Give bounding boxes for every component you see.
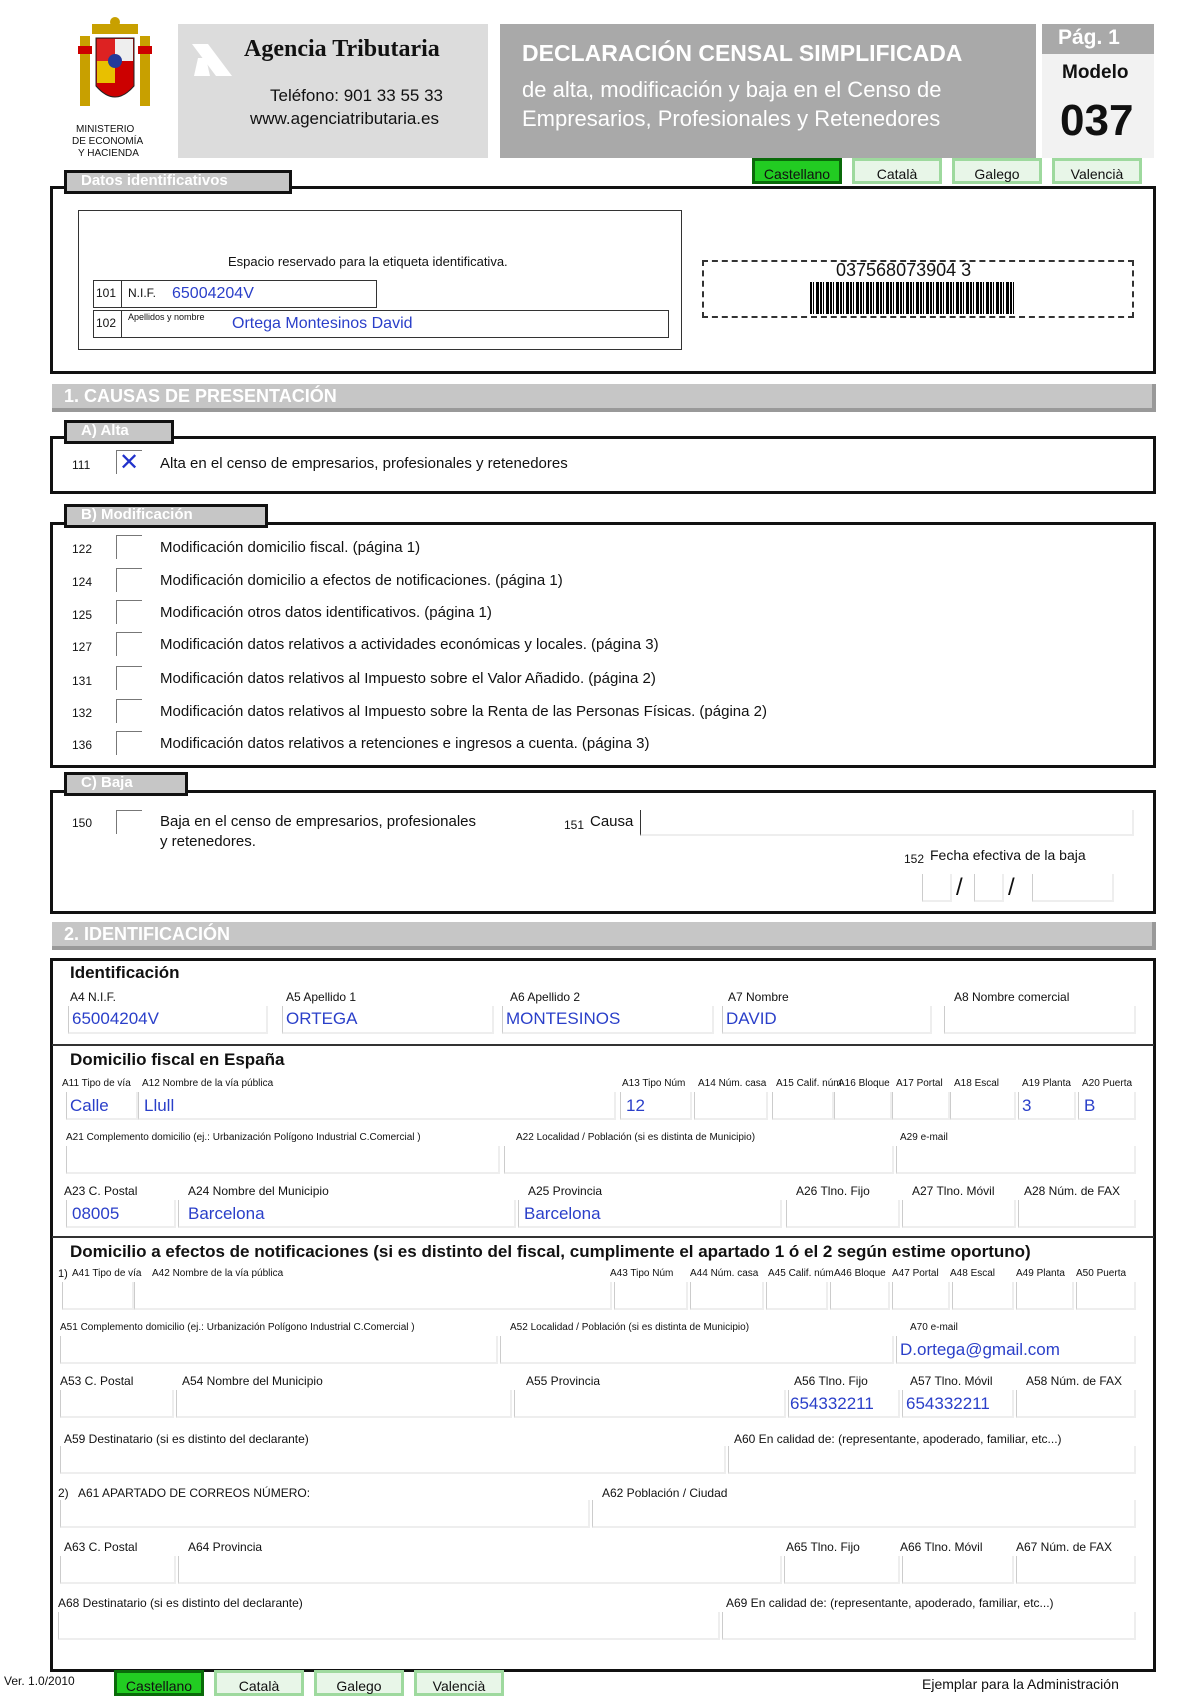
a69-field[interactable] <box>722 1612 1136 1640</box>
a45-field[interactable] <box>766 1282 828 1310</box>
a17-field[interactable] <box>892 1092 950 1120</box>
a54-field[interactable] <box>176 1390 512 1418</box>
a4-label: A4 N.I.F. <box>70 990 117 1004</box>
causa-code: 151 <box>564 818 585 832</box>
mod-label: Modificación domicilio a efectos de notificaciones. (página 1) <box>160 572 563 589</box>
a8-label: A8 Nombre comercial <box>954 990 1070 1004</box>
coat-of-arms-icon <box>70 16 160 116</box>
name-label: Apellidos y nombre <box>128 312 205 322</box>
a56-label: A56 Tlno. Fijo <box>794 1374 868 1388</box>
a65-label: A65 Tlno. Fijo <box>786 1540 860 1554</box>
form-subtitle-2: Empresarios, Profesionales y Retenedores <box>522 106 941 131</box>
mod-checkbox-122[interactable] <box>116 535 142 559</box>
a68-label: A68 Destinatario (si es distinto del declarante) <box>58 1596 303 1610</box>
form-title: DECLARACIÓN CENSAL SIMPLIFICADA <box>522 40 963 66</box>
name-value[interactable]: Ortega Montesinos David <box>232 315 413 332</box>
mod-label: Modificación datos relativos al Impuesto sobre el Valor Añadido. (página 2) <box>160 670 656 687</box>
a11-value: Calle <box>70 1096 109 1115</box>
n1-prefix: 1) <box>58 1268 68 1280</box>
modelo-label: Modelo <box>1062 62 1129 83</box>
copy-label: Ejemplar para la Administración <box>922 1676 1119 1692</box>
barcode-icon <box>810 282 1014 314</box>
a51-label: A51 Complemento domicilio (ej.: Urbanización Polígono Industrial C.Comercial ) <box>60 1322 415 1333</box>
datos-tab: Datos identificativos <box>64 170 292 194</box>
a46-label: A46 Bloque <box>834 1268 886 1279</box>
lang-valencia-top[interactable]: Valencià <box>1052 158 1142 184</box>
a52-label: A52 Localidad / Población (si es distinta de Municipio) <box>510 1322 750 1333</box>
mod-label: Modificación datos relativos al Impuesto sobre la Renta de las Personas Físicas. (página 2) <box>160 703 767 720</box>
mod-tab: B) Modificación <box>64 504 268 528</box>
a44-label: A44 Núm. casa <box>690 1268 759 1279</box>
a59-field[interactable] <box>60 1446 726 1474</box>
a25-label: A25 Provincia <box>528 1184 603 1198</box>
fecha-month[interactable] <box>974 874 1004 902</box>
agency-name: Agencia Tributaria <box>244 36 440 62</box>
mod-checkbox-124[interactable] <box>116 568 142 592</box>
a60-label: A60 En calidad de: (representante, apoderado, familiar, etc...) <box>734 1432 1062 1446</box>
alta-code: 111 <box>72 458 91 472</box>
fecha-year[interactable] <box>1032 874 1114 902</box>
mod-code: 122 <box>72 542 93 556</box>
sub-domicilio: Domicilio fiscal en España <box>70 1050 285 1069</box>
a66-field[interactable] <box>902 1556 1014 1584</box>
a12-value: Llull <box>144 1096 175 1115</box>
a69-label: A69 En calidad de: (representante, apoderado, familiar, etc...) <box>726 1596 1054 1610</box>
a53-label: A53 C. Postal <box>60 1374 134 1388</box>
a65-field[interactable] <box>784 1556 900 1584</box>
a53-field[interactable] <box>60 1390 174 1418</box>
a26-label: A26 Tlno. Fijo <box>796 1184 870 1198</box>
fecha-sep-2: / <box>1008 874 1015 901</box>
a4-value: 65004204V <box>72 1009 159 1028</box>
a14-field[interactable] <box>694 1092 768 1120</box>
mod-checkbox-131[interactable] <box>116 666 142 690</box>
a64-field[interactable] <box>178 1556 782 1584</box>
causa-label: Causa <box>590 813 634 830</box>
n2-prefix: 2) <box>58 1486 69 1500</box>
a52-field[interactable] <box>500 1336 894 1364</box>
a61-label: A61 APARTADO DE CORREOS NÚMERO: <box>78 1486 311 1500</box>
agency-website: www.agenciatributaria.es <box>250 109 439 128</box>
mod-label: Modificación datos relativos a retenciones e ingresos a cuenta. (página 3) <box>160 735 650 752</box>
modelo-number: 037 <box>1060 96 1134 145</box>
a62-label: A62 Población / Ciudad <box>602 1486 728 1500</box>
barcode-number: 037568073904 3 <box>836 260 972 280</box>
baja-label-1: Baja en el censo de empresarios, profesionales <box>160 813 477 830</box>
mod-checkbox-132[interactable] <box>116 699 142 723</box>
a27-field[interactable] <box>902 1200 1016 1228</box>
a56-value: 654332211 <box>790 1394 874 1413</box>
a17-label: A17 Portal <box>896 1078 943 1089</box>
a26-field[interactable] <box>786 1200 900 1228</box>
a58-field[interactable] <box>1016 1390 1136 1418</box>
mod-code: 127 <box>72 640 93 654</box>
a66-label: A66 Tlno. Móvil <box>900 1540 983 1554</box>
lang-castellano-bottom[interactable]: Castellano <box>114 1670 204 1696</box>
a20-label: A20 Puerta <box>1082 1078 1133 1089</box>
version-label: Ver. 1.0/2010 <box>4 1674 75 1688</box>
a18-label: A18 Escal <box>954 1078 1000 1089</box>
a25-value: Barcelona <box>524 1204 601 1223</box>
a50-field[interactable] <box>1076 1282 1136 1310</box>
a59-label: A59 Destinatario (si es distinto del declarante) <box>64 1432 309 1446</box>
name-code-divider <box>121 310 122 338</box>
a19-value: 3 <box>1022 1096 1032 1115</box>
a23-label: A23 C. Postal <box>64 1184 138 1198</box>
a7-value: DAVID <box>726 1009 777 1028</box>
mod-label: Modificación domicilio fiscal. (página 1) <box>160 539 421 556</box>
causa-input[interactable] <box>640 810 1134 836</box>
ministry-logo <box>70 16 160 116</box>
fecha-day[interactable] <box>922 874 952 902</box>
a49-field[interactable] <box>1016 1282 1074 1310</box>
a23-value: 08005 <box>72 1204 120 1223</box>
a14-label: A14 Núm. casa <box>698 1078 767 1089</box>
ministry-line-3: Y HACIENDA <box>78 148 139 159</box>
alta-tab: A) Alta <box>64 420 174 444</box>
a28-field[interactable] <box>1018 1200 1136 1228</box>
a41-label: A41 Tipo de vía <box>72 1268 142 1279</box>
lang-castellano-top[interactable]: Castellano <box>752 158 842 184</box>
a27-label: A27 Tlno. Móvil <box>912 1184 995 1198</box>
lang-catala-top[interactable]: Català <box>852 158 942 184</box>
a45-label: A45 Calif. núm <box>768 1268 834 1279</box>
form-subtitle-1: de alta, modificación y baja en el Censo de <box>522 77 942 102</box>
a16-field[interactable] <box>834 1092 892 1120</box>
a12-field[interactable] <box>138 1092 616 1120</box>
baja-checkbox[interactable] <box>116 810 142 834</box>
fecha-sep-1: / <box>956 874 963 901</box>
nif-code: 101 <box>96 286 117 300</box>
a67-label: A67 Núm. de FAX <box>1016 1540 1113 1554</box>
sub-notificaciones: Domicilio a efectos de notificaciones (si es distinto del fiscal, cumplimente el apartado 1 ó el 2 según estime oportuno) <box>70 1242 1031 1261</box>
a57-label: A57 Tlno. Móvil <box>910 1374 993 1388</box>
a55-label: A55 Provincia <box>526 1374 601 1388</box>
a6-label: A6 Apellido 2 <box>510 990 581 1004</box>
a63-field[interactable] <box>60 1556 176 1584</box>
a11-label: A11 Tipo de vía <box>62 1078 131 1089</box>
nif-label: N.I.F. <box>128 286 157 300</box>
a44-field[interactable] <box>690 1282 764 1310</box>
a57-value: 654332211 <box>906 1394 990 1413</box>
a54-label: A54 Nombre del Municipio <box>182 1374 323 1388</box>
mod-label: Modificación datos relativos a actividades económicas y locales. (página 3) <box>160 636 659 653</box>
a61-field[interactable] <box>60 1500 590 1528</box>
mod-checkbox-127[interactable] <box>116 632 142 656</box>
fecha-code: 152 <box>904 852 925 866</box>
a48-label: A48 Escal <box>950 1268 996 1279</box>
a48-field[interactable] <box>952 1282 1014 1310</box>
a50-label: A50 Puerta <box>1076 1268 1127 1279</box>
a42-label: A42 Nombre de la vía pública <box>152 1268 284 1279</box>
a5-value: ORTEGA <box>286 1009 358 1028</box>
mod-checkbox-136[interactable] <box>116 731 142 755</box>
ident-title: 2. IDENTIFICACIÓN <box>52 922 1156 950</box>
mod-checkbox-125[interactable] <box>116 600 142 624</box>
a47-label: A47 Portal <box>892 1268 939 1279</box>
mod-code: 131 <box>72 674 93 688</box>
a24-label: A24 Nombre del Municipio <box>188 1184 329 1198</box>
a24-value: Barcelona <box>188 1204 265 1223</box>
agency-phone: Teléfono: 901 33 55 33 <box>270 86 443 105</box>
a43-label: A43 Tipo Núm <box>610 1268 674 1279</box>
a13-value: 12 <box>626 1096 645 1115</box>
mod-code: 136 <box>72 738 93 752</box>
reserved-text: Espacio reservado para la etiqueta identificativa. <box>228 254 508 269</box>
a5-label: A5 Apellido 1 <box>286 990 357 1004</box>
a58-label: A58 Núm. de FAX <box>1026 1374 1123 1388</box>
lang-galego-bottom[interactable]: Galego <box>314 1670 404 1696</box>
lang-catala-bottom[interactable]: Català <box>214 1670 304 1696</box>
a49-label: A49 Planta <box>1016 1268 1065 1279</box>
a12-label: A12 Nombre de la vía pública <box>142 1078 274 1089</box>
a29-label: A29 e-mail <box>900 1132 948 1143</box>
causas-title: 1. CAUSAS DE PRESENTACIÓN <box>52 384 1156 412</box>
a67-field[interactable] <box>1016 1556 1136 1584</box>
a41-field[interactable] <box>62 1282 134 1310</box>
a21-field[interactable] <box>66 1146 500 1174</box>
mod-code: 132 <box>72 706 93 720</box>
ministry-line-2: DE ECONOMÍA <box>72 136 144 147</box>
lang-galego-top[interactable]: Galego <box>952 158 1042 184</box>
a19-label: A19 Planta <box>1022 1078 1071 1089</box>
a15-label: A15 Calif. núm <box>776 1078 842 1089</box>
alta-check-mark: ✕ <box>119 449 140 476</box>
lang-valencia-bottom[interactable]: Valencià <box>414 1670 504 1696</box>
a70-value: D.ortega@gmail.com <box>900 1340 1060 1359</box>
divider <box>52 1236 1154 1238</box>
a55-field[interactable] <box>514 1390 786 1418</box>
divider <box>52 1044 1154 1046</box>
a7-label: A7 Nombre <box>728 990 789 1004</box>
baja-tab: C) Baja <box>64 772 188 796</box>
nif-value[interactable]: 65004204V <box>172 285 254 302</box>
mod-code: 124 <box>72 575 93 589</box>
mod-label: Modificación otros datos identificativos. (página 1) <box>160 604 492 621</box>
a6-value: MONTESINOS <box>506 1009 621 1028</box>
a70-label: A70 e-mail <box>910 1322 958 1333</box>
alta-label: Alta en el censo de empresarios, profesionales y retenedores <box>160 455 568 472</box>
a28-label: A28 Núm. de FAX <box>1024 1184 1121 1198</box>
a68-field[interactable] <box>58 1612 720 1640</box>
a20-value: B <box>1084 1096 1096 1115</box>
a16-label: A16 Bloque <box>838 1078 890 1089</box>
a15-field[interactable] <box>772 1092 834 1120</box>
a42-field[interactable] <box>134 1282 612 1310</box>
baja-code: 150 <box>72 816 93 830</box>
a21-label: A21 Complemento domicilio (ej.: Urbanización Polígono Industrial C.Comercial ) <box>66 1132 421 1143</box>
mod-code: 125 <box>72 608 93 622</box>
a43-field[interactable] <box>614 1282 688 1310</box>
a64-label: A64 Provincia <box>188 1540 263 1554</box>
a29-field[interactable] <box>896 1146 1136 1174</box>
agency-logo-icon <box>190 38 234 78</box>
a8-field[interactable] <box>944 1006 1136 1034</box>
name-code: 102 <box>96 316 117 330</box>
fecha-label: Fecha efectiva de la baja <box>930 847 1086 863</box>
nif-code-divider <box>121 280 122 308</box>
a47-field[interactable] <box>892 1282 950 1310</box>
a22-label: A22 Localidad / Población (si es distinta de Municipio) <box>516 1132 756 1143</box>
a22-field[interactable] <box>504 1146 894 1174</box>
a13-label: A13 Tipo Núm <box>622 1078 686 1089</box>
sub-identificacion: Identificación <box>70 963 180 982</box>
a46-field[interactable] <box>830 1282 890 1310</box>
page-label: Pág. 1 <box>1058 26 1120 49</box>
a18-field[interactable] <box>950 1092 1016 1120</box>
a60-field[interactable] <box>728 1446 1136 1474</box>
a63-label: A63 C. Postal <box>64 1540 138 1554</box>
baja-label-2: y retenedores. <box>160 833 256 850</box>
ministry-line-1: MINISTERIO <box>76 124 135 135</box>
a62-field[interactable] <box>592 1500 1136 1528</box>
a51-field[interactable] <box>60 1336 498 1364</box>
